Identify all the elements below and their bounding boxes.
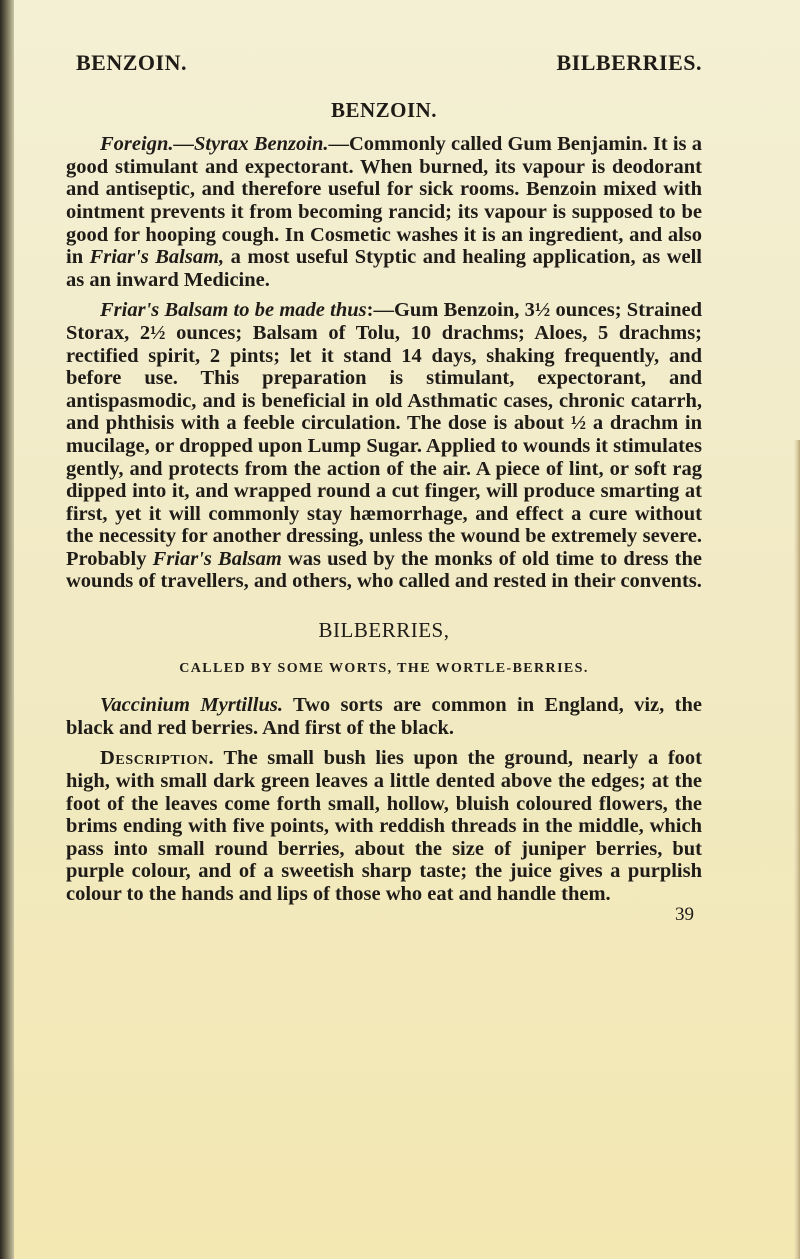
benzoin-emphasis-1: Friar's Balsam, (89, 246, 225, 269)
bilberries-lead: Vaccinium Myrtillus. (100, 694, 283, 717)
benzoin-lead: Foreign.—Styrax Benzoin. (100, 133, 329, 156)
benzoin-text-2: a most useful Styptic and healing application, as well as an inward Medicine. (66, 246, 702, 291)
benzoin-text-1: —Commonly called Gum Benjamin. It is a good stimulant and expectorant. When burned, its vapour is deodorant and antiseptic, and therefore useful for sick rooms. Benzoin mixed with ointment prevents it from becoming rancid; its vapour is supposed to be good for hooping cough. In Cosmetic washes it is an ingredient, and also in (66, 133, 702, 269)
book-page (66, 52, 702, 926)
friars-balsam-text-2: was used by the monks of old time to dress the wounds of travellers, and others, who called and rested in their convents. (66, 547, 702, 593)
bilberries-text-1: Two sorts are common in England, viz, the black and red berries. And first of the black. (66, 694, 702, 739)
bilberries-paragraph-2 (66, 747, 702, 905)
running-head-right: BILBERRIES. (556, 50, 702, 75)
bilberries-paragraph-1 (66, 694, 702, 739)
description-lead: Description. (100, 747, 215, 770)
running-head (76, 52, 702, 75)
friars-balsam-lead: Friar's Balsam to be made thus (100, 299, 367, 322)
page-number: 39 (675, 903, 694, 925)
page-right-edge (794, 440, 800, 1259)
benzoin-paragraph-1 (66, 133, 702, 291)
section-title-bilberries: BILBERRIES, (318, 618, 450, 643)
page-binding-edge (0, 0, 14, 1259)
section-subtitle-bilberries: CALLED BY SOME WORTS, THE WORTLE-BERRIES. (179, 660, 589, 676)
friars-balsam-text-1: :—Gum Benzoin, 3½ ounces; Strained Storax, 2½ ounces; Balsam of Tolu, 10 drachms; Aloes, 5 drachms; rectified spirit, 2 pints; let it stand 14 days, shaking frequently, and before use. This preparation is stimulant, expectorant, and antispasmodic, and is beneficial in old Asthmatic cases, chronic catarrh, and phthisis with a feeble circulation. The dose is about ½ a drachm in mucilage, or dropped upon Lump Sugar. Applied to wounds it stimulates gently, and protects from the action of the air. A piece of lint, or soft rag dipped into it, and wrapped round a cut finger, will produce smarting at first, yet it will commonly stay hæmorrhage, and effect a cure without the necessity for another dressing, unless the wound be extremely severe. Probably (66, 299, 702, 570)
section-title-benzoin: BENZOIN. (330, 97, 438, 122)
description-text: The small bush lies upon the ground, nearly a foot high, with small dark green leaves a little dented above the edges; at the foot of the leaves come forth small, hollow, bluish coloured flowers, the brims ending with five points, with reddish threads in the middle, which pass into small round berries, about the size of juniper berries, but purple colour, and of a sweetish sharp taste; the juice gives a purplish colour to the hands and lips of those who eat and handle them. (66, 747, 702, 905)
benzoin-paragraph-2 (66, 299, 702, 593)
running-head-left: BENZOIN. (76, 50, 187, 75)
friars-balsam-emphasis: Friar's Balsam (152, 547, 282, 570)
